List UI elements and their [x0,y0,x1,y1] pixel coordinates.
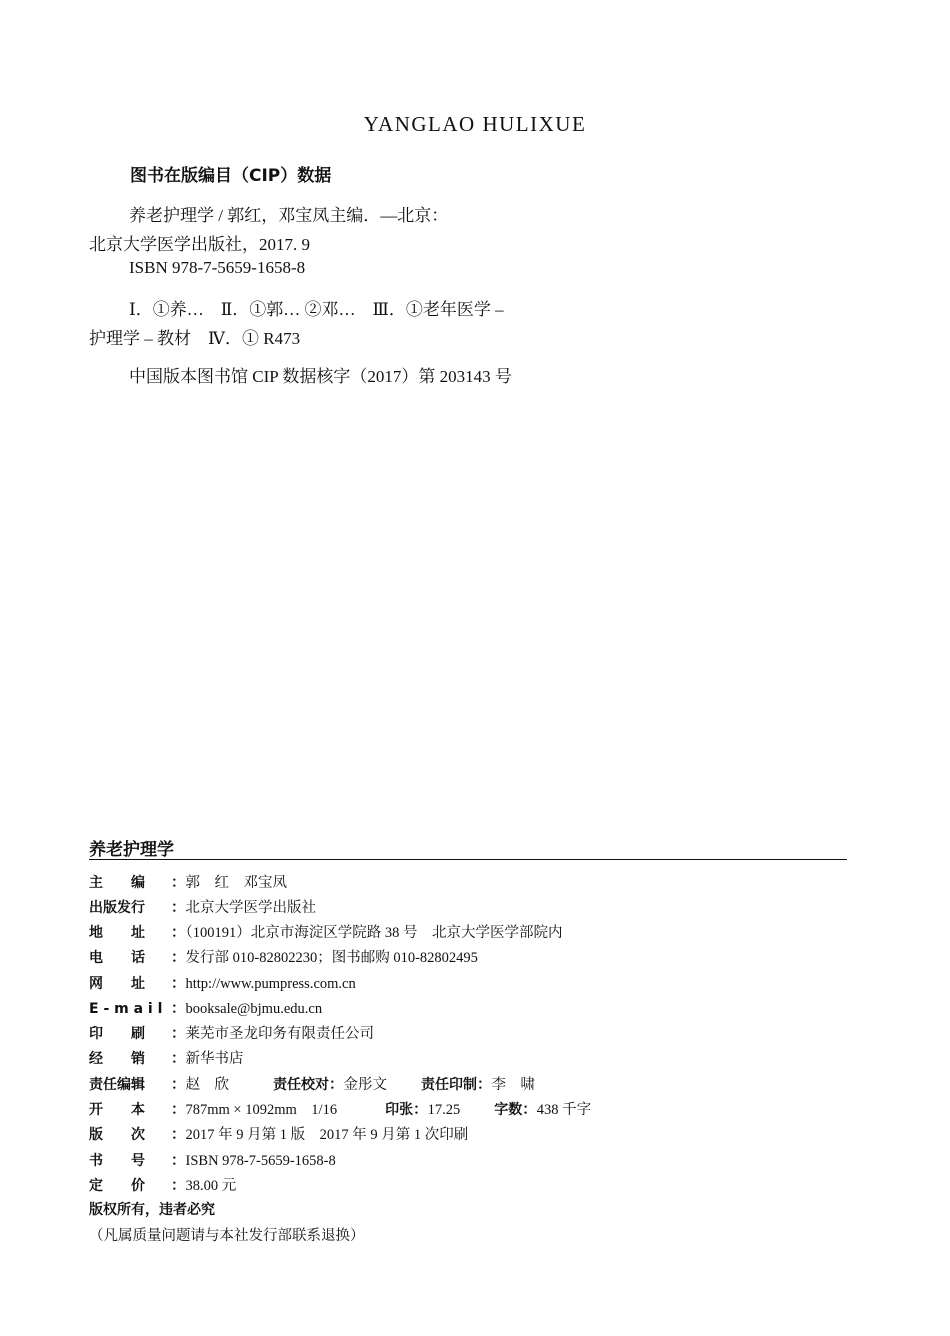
colophon-row-format: 开 本 ：787mm × 1092mm 1/16 印张：17.25 字数：438 千字 [89,1098,591,1119]
row-value-editor-in-charge: 赵 欣 [185,1077,229,1093]
row-label-print-supervisor: 责任印制 [421,1077,477,1093]
colophon-title: 养老护理学 [89,840,174,860]
row-value: 2017 年 9 月第 1 版 2017 年 9 月第 1 次印刷 [185,1127,469,1143]
row-label-words: 字数 [494,1102,523,1118]
row-value: 北京大学医学出版社 [185,900,316,916]
row-value: 新华书店 [185,1051,244,1067]
quality-note-text: （凡属质量问题请与本社发行部联系退换） [89,1228,365,1244]
row-label: 印 刷 [89,1026,145,1042]
colophon-row-editor: 主 编 ：郭 红 邓宝凤 [89,871,287,892]
cip-line-record-number: 中国版本图书馆 CIP 数据核字（2017）第 203143 号 [129,367,512,386]
row-label: 主 编 [89,875,145,891]
cip-line-classification-cont: 护理学 – 教材 Ⅳ．① R473 [89,329,301,348]
row-label: 网 址 [89,976,145,992]
row-label: E - m a i l [89,1001,163,1017]
colophon-divider [89,859,847,860]
colophon-row-website: 网 址 ：http://www.pumpress.com.cn [89,972,356,993]
row-label: 定 价 [89,1178,145,1194]
row-label-sheets: 印张 [385,1102,414,1118]
row-label: 出版发行 [89,900,145,916]
quality-note [89,1224,365,1245]
row-value: 38.00 元 [185,1178,237,1194]
row-label: 版 次 [89,1127,145,1143]
cip-line-isbn: ISBN 978-7-5659-1658-8 [129,258,306,277]
row-value: ISBN 978-7-5659-1658-8 [185,1153,336,1169]
row-value: （100191）北京市海淀区学院路 38 号 北京大学医学部院内 [185,925,563,941]
cip-heading: 图书在版编目（CIP）数据 [130,166,332,186]
colophon-row-responsible: 责任编辑 ：赵 欣 责任校对：金彤文 责任印制：李 啸 [89,1073,535,1094]
row-value-sheets: 17.25 [427,1102,461,1118]
copyright-text: 版权所有，违者必究 [89,1202,215,1218]
colophon-row-publisher: 出版发行 ：北京大学医学出版社 [89,896,316,917]
copyright-notice [89,1199,215,1219]
colophon-row-distributor: 经 销 ：新华书店 [89,1047,244,1068]
row-value-print-supervisor: 李 啸 [491,1077,535,1093]
row-value: http://www.pumpress.com.cn [185,976,356,992]
cip-line-title: 养老护理学 / 郭红，邓宝凤主编．—北京： [129,206,449,225]
row-label: 经 销 [89,1051,145,1067]
row-label: 电 话 [89,950,145,966]
row-value: 发行部 010-82802230；图书邮购 010-82802495 [185,950,478,966]
row-value-proofreader: 金彤文 [343,1077,387,1093]
row-label-editor-in-charge: 责任编辑 [89,1077,145,1093]
row-value: booksale@bjmu.edu.cn [185,1001,323,1017]
row-label: 开 本 [89,1102,145,1118]
cip-line-publisher: 北京大学医学出版社，2017. 9 [89,235,310,254]
colophon-row-email: E - m a i l ：booksale@bjmu.edu.cn [89,1001,323,1017]
colophon-row-isbn: 书 号 ：ISBN 978-7-5659-1658-8 [89,1149,336,1170]
row-value: 郭 红 邓宝凤 [185,875,287,891]
colophon-row-price: 定 价 ：38.00 元 [89,1174,236,1195]
colophon-row-address: 地 址 ：（100191）北京市海淀区学院路 38 号 北京大学医学部院内 [89,921,563,942]
row-value-words: 438 千字 [536,1102,592,1118]
row-value: 莱芜市圣龙印务有限责任公司 [185,1026,374,1042]
pinyin-title: YANGLAO HULIXUE [363,112,587,136]
row-value: 787mm × 1092mm 1/16 [185,1102,338,1118]
colophon-row-printer: 印 刷 ：莱芜市圣龙印务有限责任公司 [89,1022,374,1043]
colophon-row-edition: 版 次 ：2017 年 9 月第 1 版 2017 年 9 月第 1 次印刷 [89,1123,468,1144]
row-label: 书 号 [89,1153,145,1169]
row-label: 地 址 [89,925,145,941]
colophon-row-phone: 电 话 ：发行部 010-82802230；图书邮购 010-82802495 [89,946,478,967]
row-label-proofreader: 责任校对 [273,1077,329,1093]
cip-line-classification: Ⅰ．①养… Ⅱ．①郭… ②邓… Ⅲ．①老年医学 – [129,300,504,319]
